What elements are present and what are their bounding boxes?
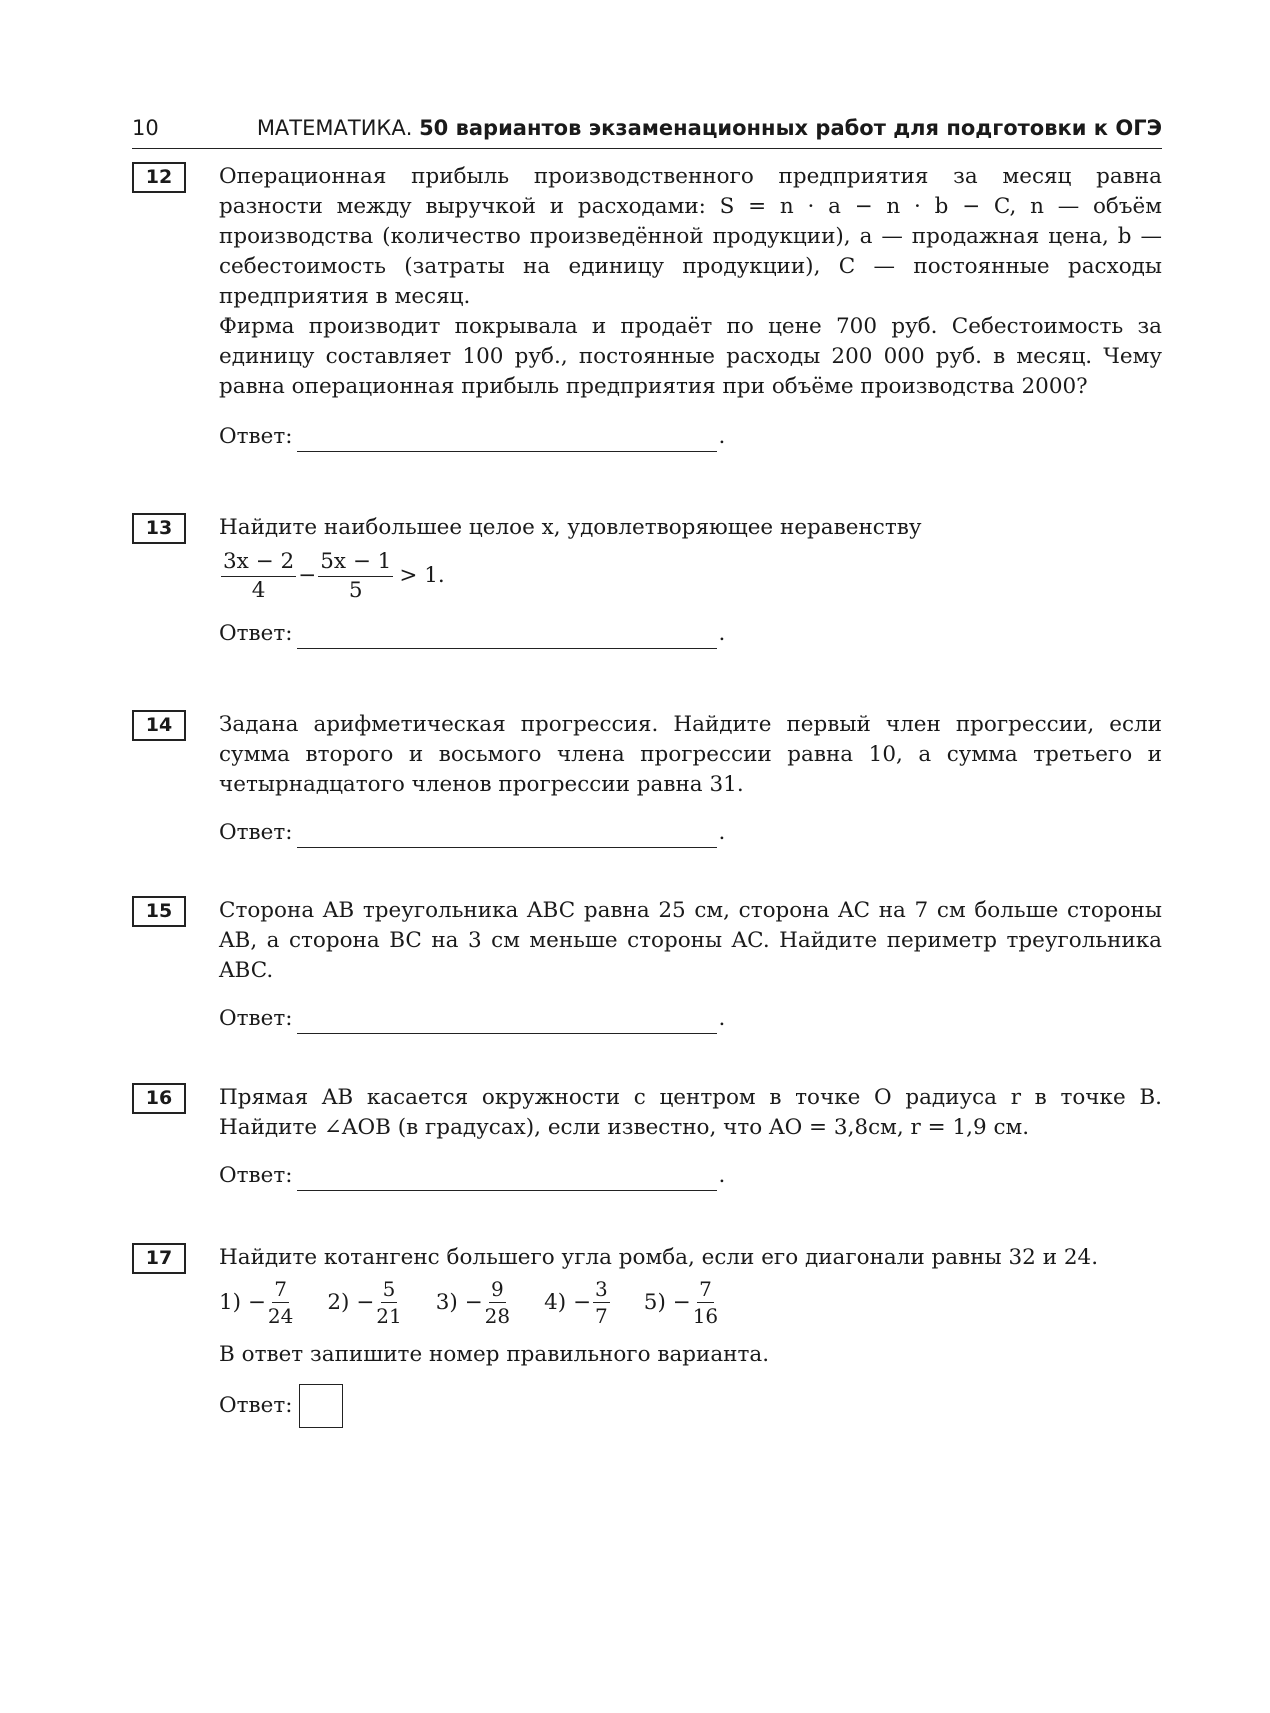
task-number-box: 15 [132,896,186,927]
task-text: Прямая AB касается окружности с центром в точке O радиуса r в точке B. Найдите ∠AOB (в градусах), если известно, что AO = 3,8см, r = 1,9 см. [219,1085,1162,1140]
page-header [132,112,1162,149]
fraction: $\frac{3x - 2}{4}$ [223,549,295,603]
task-number-box: 13 [132,513,186,544]
answer-row: Ответ: . [219,619,1162,649]
inequality [219,551,1162,601]
task-number-box: 14 [132,710,186,741]
answer-line[interactable] [297,1168,717,1191]
answer-line[interactable] [297,429,717,452]
task-body [219,710,1162,848]
task-body [219,513,1162,649]
option-4: 4) − $\frac{3}{7}$ [544,1277,608,1328]
answer-row: Ответ: . [219,818,1162,848]
task-text: Операционная прибыль производственного предприятия за месяц равна разности между выручкой и расходами: S = n · a − n · b − C, n — объём производства (количество произведённой продукции), a — продажная цена, b — себестоимость (затраты на единицу продукции), C — постоянные расходы предприятия в месяц. [219,164,1162,309]
task-text: Сторона AB треугольника ABC равна 25 см, сторона AC на 7 см больше стороны AB, а сторона BC на 3 см меньше стороны AC. Найдите периметр треугольника ABC. [219,898,1162,983]
book-title-bold: 50 вариантов экзаменационных работ для подготовки к ОГЭ [419,116,1162,140]
option-3: 3) − $\frac{9}{28}$ [435,1277,511,1328]
answer-row: Ответ: . [219,1004,1162,1034]
task-text: Задана арифметическая прогрессия. Найдите первый член прогрессии, если сумма второго и восьмого члена прогрессии равна 10, а сумма третьего и четырнадцатого членов прогрессии равна 31. [219,712,1162,797]
answer-options [219,1279,1162,1326]
task-number-box: 16 [132,1083,186,1114]
inequality-tail: > 1. [399,563,445,588]
task-text: Найдите котангенс большего угла ромба, если его диагонали равны 32 и 24. [219,1245,1099,1270]
answer-row: Ответ: . [219,1161,1162,1191]
task-body [219,896,1162,1034]
minus-sign: − [298,563,317,588]
option-1: 1) − $\frac{7}{24}$ [219,1277,294,1328]
answer-label: Ответ: [219,1393,293,1418]
answer-label: Ответ: [219,1006,293,1031]
answer-label: Ответ: [219,424,293,449]
answer-row [219,1384,1162,1428]
task-number-box: 12 [132,162,186,193]
option-5: 5) − $\frac{7}{16}$ [643,1277,719,1328]
answer-box[interactable] [299,1384,343,1428]
fraction: $\frac{5x - 1}{5}$ [320,549,392,603]
answer-line[interactable] [297,825,717,848]
answer-line[interactable] [297,626,717,649]
task-text: Фирма производит покрывала и продаёт по цене 700 руб. Себестоимость за единицу составляет 100 руб., постоянные расходы 200 000 руб. в месяц. Чему равна операционная прибыль предприятия при объёме производства 2000? [219,314,1162,399]
page-number: 10 [132,116,159,140]
answer-row: Ответ: . [219,422,1162,452]
task-text: Найдите наибольшее целое x, удовлетворяющее неравенству [219,515,922,540]
subject-label: МАТЕМАТИКА. [256,116,413,140]
option-2: 2) − $\frac{5}{21}$ [327,1277,402,1328]
instruction-text: В ответ запишите номер правильного варианта. [219,1342,770,1367]
answer-label: Ответ: [219,621,293,646]
task-number-box: 17 [132,1243,186,1274]
answer-label: Ответ: [219,1163,293,1188]
answer-line[interactable] [297,1011,717,1034]
task-body [219,1083,1162,1191]
task-body [219,162,1162,452]
answer-label: Ответ: [219,820,293,845]
task-body [219,1243,1162,1428]
book-title [257,116,1162,140]
